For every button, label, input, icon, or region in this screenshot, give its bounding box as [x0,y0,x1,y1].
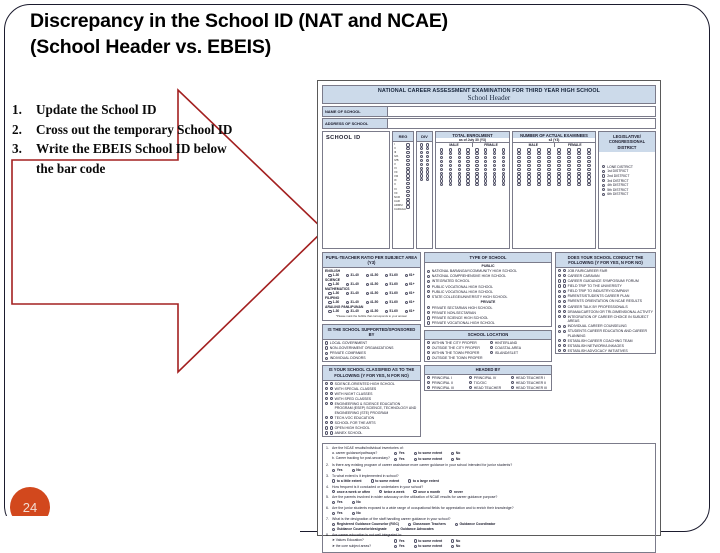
form-title-bar [322,85,656,104]
radio-label: Yes [398,451,405,456]
district-option-label: 4th DISTRICT [607,183,629,188]
radio-option[interactable] [413,490,440,495]
question-text: Are career education is not well integrated in: [332,533,403,538]
question-number: 3. [326,473,329,478]
radio-option[interactable] [449,490,463,495]
ratio-scale-label: 31-40 [350,291,359,296]
region-row-labels: I II III IVA IVB V VI VII VIII IX X XI XII NCR CAR ARMM CARAGA [394,142,406,211]
examinees-female-label: FEMALE [567,143,582,147]
ratio-scale-label: 61+ [408,273,415,278]
type-option-label: PRIVATE SECTARIAN HIGH SCHOOL [431,305,493,310]
district-header: LEGISLATIVE/ CONGRESSIONAL DISTRICT [599,132,655,152]
radio-option[interactable] [408,479,439,484]
headed-option-label: HEAD TEACHER III [515,385,548,390]
support-panel-header: IS THE SCHOOL SUPPORTED/SPONSORED BY [323,325,420,340]
type-option-label: PRIVATE SCIENCE HIGH SCHOOL [431,316,489,321]
radio-option[interactable] [408,522,446,527]
school-classification-panel [322,365,421,437]
district-option-label: 5th DISTRICT [607,187,629,192]
radio-label: No [356,500,361,505]
ratio-scale-label: 1-30 [332,309,340,314]
question-number: 2. [326,462,329,467]
radio-label: Guidance Counselor/designate [336,527,387,532]
question-number: 7. [326,517,329,522]
examinees-bubbles[interactable] [513,147,595,188]
radio-label: No [455,456,461,461]
headed-option-label: HEAD TEACHER [473,385,502,390]
type-option-label: NATIONAL BARANGAY/COMMUNITY HIGH SCHOOL [431,269,518,274]
location-option[interactable] [425,350,488,355]
ratio-scale-label: 51-60 [389,309,398,314]
district-option-label: 1st DISTRICT [607,169,629,174]
ratio-scale-label: 51-60 [389,282,398,287]
type-option-label: STATE COLLEGE/UNIVERSITY HIGH SCHOOL [431,294,508,299]
school-activities-panel [555,252,656,354]
column-header: DIV [417,132,432,142]
bubble-stack[interactable] [420,143,423,182]
type-public-label: PUBLIC [481,263,495,268]
radio-option[interactable] [394,539,405,544]
radio-label: Yes [398,544,405,549]
activity-option-label: INDIVIDUAL CAREER COUNSELING [567,324,627,329]
type-option-label: PUBLIC VOCATIONAL HIGH SCHOOL [431,289,494,294]
division-bubble-column[interactable] [416,131,433,249]
question-row [326,463,652,473]
activity-option[interactable] [556,329,655,339]
question-text: How frequent is it conducted or undertaken in your school? [332,484,424,489]
radio-option[interactable] [352,500,361,505]
question-text: Are the junior students exposed to a wide range of occupational fields for appreciation and to enrich their knowledge? [332,506,514,511]
radio-option[interactable] [414,451,443,456]
radio-option[interactable] [352,468,361,473]
radio-option[interactable] [394,457,405,462]
radio-label: Yes [398,456,405,461]
headed-option[interactable] [509,375,551,380]
activity-option-label: ESTABLISH ADVOCACY INITIATIVES [567,349,628,353]
classification-option-label: SCIENCE-ORIENTED HIGH SCHOOL [334,381,395,386]
ratio-panel-header: PUPIL-TEACHER RATIO PER SUBJECT AREA (Y3) [323,253,420,268]
classification-option-label: OPEN HIGH SCHOOL [334,426,370,431]
activity-option-label: FIELD TRIP TO INDUSTRY/COMPANY [567,289,630,294]
type-option-label: PRIVATE NON-SECTARIAN [431,310,476,315]
question-sub-label: ➤ the core subject areas? [332,543,372,548]
classification-option-label: ANNEX SCHOOL [334,431,363,436]
classification-option-label: WITH SPED CLASSES [334,396,372,401]
district-option-label: LONE DISTRICT [607,164,633,169]
classification-option-label: SCHOOL FOR THE ARTS [334,421,376,425]
ratio-scale-label: 41-50 [369,300,379,305]
location-option-label: HINTERLAND [494,340,518,345]
classification-panel-header: IS YOUR SCHOOL CLASSIFIED AS TO THE FOLLOWING (Y FOR YES, N FOR NO) [323,366,420,381]
activity-option-label: STUDENTS CAREER EDUCATION AND CAREER PLANNING [567,329,648,338]
radio-label: never [453,489,463,494]
page-title [30,8,630,60]
ratio-subject-label: FILIPINO [325,296,340,301]
activity-option-label: INTEGRATION OF CAREER CHOICE IN SUBJECT AREAS [567,314,649,324]
form-title-text: NATIONAL CAREER ASSESSMENT EXAMINATION FOR THIRD YEAR HIGH SCHOOL [377,88,601,94]
activity-option[interactable] [556,314,655,324]
enrolment-male-label: MALE [436,143,473,147]
radio-option[interactable] [414,539,443,544]
location-option-label: WITHIN THE TOWN PROPER [431,351,480,355]
radio-label: once a week or often [336,489,371,494]
location-option-label: WITHIN THE CITY PROPER [431,340,477,345]
radio-option[interactable] [394,544,405,549]
radio-label: to some extent [418,451,443,456]
ratio-scale-label: 31-40 [350,300,359,305]
question-number: 4. [326,484,329,489]
ratio-scale-row[interactable] [323,309,420,313]
radio-label: No [356,467,361,472]
question-number: 1. [326,445,329,450]
type-of-school-panel [424,252,552,327]
instruction-list [12,100,244,178]
radio-option[interactable] [379,490,404,495]
ratio-note: *Please mark the bubble that corresponds to your answer [335,314,408,319]
radio-label: Classroom Teachers [412,522,446,527]
radio-option[interactable] [394,451,405,456]
radio-option[interactable] [396,527,434,532]
activities-panel-header: DOES YOUR SCHOOL CONDUCT THE FOLLOWING (Y FOR YES, N FOR NO) [556,253,655,268]
district-option[interactable] [599,192,655,197]
classification-option-label: WITH NIGHT CLASSES [334,391,373,396]
headed-option-label: HEAD TEACHER I [515,375,546,380]
ratio-scale-label: 31-40 [350,309,359,314]
radio-label: No [455,451,461,456]
column-header: REG [393,132,413,142]
question-text: What is the designation of the staff handling career guidance in your school? [332,517,451,522]
question-text: Are the parents involved in wider advocacy on the utilization of NCAE results for career guidance purpose? [332,495,498,500]
question-row [326,446,652,462]
school-location-panel [424,330,552,362]
activity-option-label: CAREER TALK BY PROFESSIONALS [567,304,628,309]
actual-examinees-block [512,131,596,249]
radio-option[interactable] [371,479,400,484]
activity-option-label: ESTABLISH NETWORK/LINKAGES [567,343,624,348]
radio-option[interactable] [332,522,399,527]
title-line-2: (School Header vs. EBEIS) [30,36,271,58]
radio-option[interactable] [332,511,343,516]
ratio-scale-label: 41-50 [369,273,379,278]
radio-label: No [356,511,361,516]
ratio-scale-label: 61+ [408,300,415,305]
activity-option-label: FIELD TRIP TO THE UNIVERSITY [567,284,622,289]
bubble-stack[interactable] [426,143,429,182]
support-option[interactable] [323,356,420,361]
question-number: 6. [326,506,329,511]
headed-option-label: TIC/OIC [473,380,487,385]
type-option-label: PUBLIC VOCATIONAL HIGH SCHOOL [431,284,494,289]
ratio-scale-label: 51-60 [389,273,398,278]
radio-option[interactable] [332,500,343,505]
activity-option-label: PARENTS ORIENTATION ON NCAE RESULTS [567,299,642,304]
type-panel-header: TYPE OF SCHOOL [425,253,551,263]
ratio-scale-label: 1-30 [332,291,340,296]
school-id-block [322,131,656,249]
legislative-district-panel [598,131,656,249]
question-sub-row [332,451,652,456]
headed-option[interactable] [509,380,551,385]
ratio-scale-label: 61+ [408,309,415,314]
radio-label: Yes [336,511,343,516]
radio-label: to some extent [418,544,443,549]
radio-label: to some extent [418,538,443,543]
examinees-male-label: MALE [513,143,555,147]
title-line-1: Discrepancy in the School ID (NAT and NCAE) [30,10,448,32]
examinees-header: NUMBER OF ACTUAL EXAMINEES [513,132,595,138]
question-sub-label: ➤ Values Education? [332,538,364,543]
activity-option-label: JOB FAIR/CAREER FAIR [567,268,608,273]
ratio-subject-label: ARALING PANLIPUNAN [325,305,364,310]
activity-option[interactable] [556,299,655,304]
ratio-scale-label: 61+ [408,291,415,296]
school-header-form [317,80,661,549]
question-row [326,485,652,495]
support-option-label: NON-GOVERNMENT ORGANIZATIONS [329,346,394,351]
radio-option[interactable] [332,527,387,532]
ratio-scale-label: 41-50 [369,282,379,287]
radio-option[interactable] [451,544,460,549]
district-option-label: 2nd DISTRICT [607,174,630,178]
question-sub-row [332,544,652,549]
location-option-label: ISLAND/ISLET [494,351,519,355]
activity-option-label: PARENTS/STUDENTS CAREER PLAN [567,294,630,299]
total-enrolment-block [435,131,510,249]
pupil-teacher-ratio-panel [322,252,421,321]
classification-option-label: TECH-VOC EDUCATION [334,415,375,420]
radio-label: to some extent [418,456,443,461]
headed-option-label: PRINCIPAL IV [473,375,497,380]
field-label: ADDRESS OF SCHOOL [322,118,388,129]
radio-label: Guidance Coordinator [459,522,496,527]
activity-option-label: CAREER CARAVAN [567,273,600,278]
ratio-scale-label: 61+ [408,282,415,287]
radio-option[interactable] [451,457,460,462]
question-row [326,495,652,505]
district-option-label: 3rd DISTRICT [607,178,629,183]
ratio-scale-row[interactable] [323,273,420,277]
ratio-scale-row[interactable] [323,282,420,286]
classification-option-label: ENGINEERING & SCIENCE EDUCATION PROGRAM (ESEP) SCIENCE, TECHNOLOGY AND ENGINEERING (STE) PROGRAM [334,402,417,415]
radio-label: to a little extent [336,478,362,483]
support-option-label: PRIVATE COMPANIES [329,351,366,356]
examinees-subheader: s3 (Y3) [548,138,560,142]
form-left-column [322,252,421,440]
survey-questions-section [322,443,656,553]
question-number: 5. [326,495,329,500]
question-sub-label: b. Career tracking for post-secondary? [332,456,390,461]
question-row [326,533,652,549]
classification-option[interactable] [323,401,420,415]
ratio-scale-label: 31-40 [350,282,359,287]
enrolment-bubbles[interactable] [436,147,509,188]
field-name-of-school [322,106,656,117]
type-option-label: NATIONAL COMPREHENSIVE HIGH SCHOOL [431,274,507,279]
radio-label: to a large extent [412,478,439,483]
radio-option[interactable] [332,490,370,495]
location-option[interactable] [425,345,488,350]
question-row [326,506,652,516]
field-input[interactable] [388,106,656,117]
type-option-label: PRIVATE VOCATIONAL HIGH SCHOOL [431,321,495,326]
location-panel-header: SCHOOL LOCATION [425,331,551,341]
question-sub-row [332,456,652,461]
ratio-scale-label: 1-30 [332,282,340,287]
support-option-label: LOCAL GOVERNMENT [329,341,368,346]
district-option-label: 6th DISTRICT [607,192,629,197]
location-option[interactable] [425,355,488,360]
ratio-subject-label: MATHEMATICS [325,287,350,292]
form-right-column [424,252,656,440]
ratio-scale-label: 31-40 [350,273,359,278]
question-sub-label: a. career guidance/pathways? [332,450,378,455]
location-option-label: OUTSIDE THE CITY PROPER [431,345,480,350]
headed-by-panel [424,365,552,392]
radio-label: Yes [336,500,343,505]
radio-option[interactable] [414,544,443,549]
school-id-field[interactable] [322,131,390,249]
type-private-label: PRIVATE [480,300,496,305]
question-number: 8. [326,533,329,538]
radio-label: No [455,544,461,549]
ratio-scale-label: 51-60 [389,300,398,305]
ratio-scale-label: 51-60 [389,291,398,296]
list-item: Update the School ID [36,102,157,117]
question-row [326,517,652,532]
school-support-panel [322,324,421,362]
field-input[interactable] [388,118,656,129]
school-id-label: SCHOOL ID [326,135,361,141]
form-lower-section [322,252,656,440]
border-mask [0,516,300,540]
ratio-scale-row[interactable] [323,291,420,295]
question-text: To what extent is it implemented in school? [332,473,399,478]
radio-option[interactable] [455,522,495,527]
radio-label: Registered Guidance Counselor (RGC) [336,522,400,527]
radio-label: once a month [418,489,441,494]
ratio-scale-label: 1-30 [332,300,340,305]
ratio-subject-label: SCIENCE [325,278,341,283]
ratio-scale-row[interactable] [323,300,420,304]
location-option-label: COASTAL AREA [494,345,522,350]
radio-label: twice a week [383,489,405,494]
question-row [326,474,652,484]
page-number-badge: 24 [10,487,50,527]
activity-option[interactable] [556,309,655,314]
radio-label: Guidance Advocates [400,527,434,532]
headed-panel-header: HEADED BY [425,366,551,376]
location-option[interactable] [488,350,551,355]
radio-label: No [455,538,461,543]
enrolment-female-label: FEMALE [484,143,498,147]
radio-label: Yes [336,467,343,472]
enrolment-header: TOTAL ENROLMENT [436,132,509,138]
question-sub-row [332,538,652,543]
region-bubble-column[interactable] [392,131,414,249]
radio-option[interactable] [451,539,460,544]
question-text: Is there any existing program of career assistance more career guidance in your school intended for junior students? [332,462,513,467]
radio-option[interactable] [352,511,361,516]
radio-label: to some extent [375,478,400,483]
activity-option-label: ESTABLISH CAREER COACHING TEAM [567,338,633,343]
headed-option[interactable] [467,385,509,390]
support-option-label: INDIVIDUAL DONORS [329,356,366,361]
headed-option-label: HEAD TEACHER II [515,380,547,385]
field-label: NAME OF SCHOOL [322,106,388,117]
enrolment-subheader: as of July 30 (Y3) [459,138,486,142]
radio-label: Yes [398,538,405,543]
activity-option-label: DRAMA/CARTOON OR TRI-DIMENSIONAL ACTIVITY [567,309,653,314]
ratio-scale-label: 41-50 [369,291,379,296]
radio-option[interactable] [414,457,443,462]
type-option-label: INTEGRATED SCHOOL [431,279,470,284]
ratio-subject-label: ENGLISH [325,269,341,274]
activity-option-label: CAREER GUIDANCE SYMPOSIUM/ FORUM [567,279,639,284]
ratio-scale-label: 1-30 [332,273,340,278]
location-option-label: OUTSIDE THE TOWN PROPER [431,356,483,361]
classification-option-label: WITH SPECIAL CLASSES [334,386,377,391]
bubble-stack[interactable] [406,143,409,209]
headed-option-label: PRINCIPAL I [431,375,452,380]
question-text: Are the NCAE results/individual inventories of: [332,445,404,450]
headed-option[interactable] [425,385,467,390]
type-option[interactable] [425,320,551,325]
list-item: Cross out the temporary School ID [36,121,233,137]
headed-option[interactable] [509,385,551,390]
radio-option[interactable] [451,451,460,456]
ratio-scale-label: 41-50 [369,309,379,314]
activity-option[interactable] [556,348,655,353]
field-address-of-school [322,118,656,129]
list-item: Write the EBEIS School ID below the bar code [36,141,227,176]
form-subtitle-text: School Header [467,94,511,102]
headed-option-label: PRINCIPAL III [431,385,454,390]
radio-option[interactable] [332,479,362,484]
headed-option-label: PRINCIPAL II [431,380,453,385]
classification-option[interactable] [323,431,420,436]
radio-option[interactable] [332,468,343,473]
